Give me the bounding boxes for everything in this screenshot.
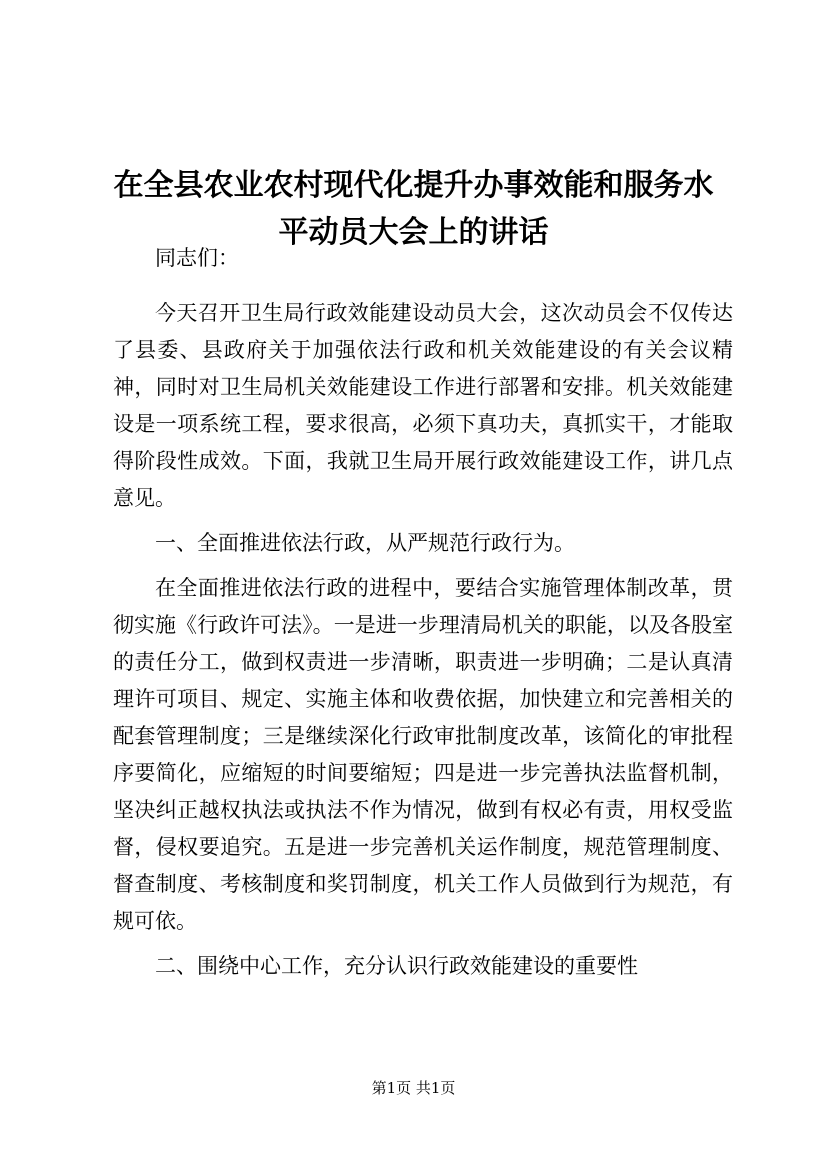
intro-paragraph: 今天召开卫生局行政效能建设动员大会，这次动员会不仅传达了县委、县政府关于加强依法行政和机关效能建设的有关会议精神，同时对卫生局机关效能建设工作进行部署和安排。机关效能建设是一项系统工程，要求很高，必须下真功夫，真抓实干，才能取得阶段性成效。下面，我就卫生局开展行政效能建设工作，讲几点意见。	[113, 301, 733, 510]
section-heading-1: 一、全面推进依法行政，从严规范行政行为。	[155, 531, 575, 555]
page-footer: 第1页 共1页	[371, 1079, 456, 1097]
section-heading-2: 二、围绕中心工作，充分认识行政效能建设的重要性	[155, 954, 638, 978]
section-1-paragraph: 在全面推进依法行政的进程中，要结合实施管理体制改革，贯彻实施《行政许可法》。一是进一步理清局机关的职能，以及各股室的责任分工，做到权责进一步清晰，职责进一步明确；二是认真清理许可项目、规定、实施主体和收费依据，加快建立和完善相关的配套管理制度；三是继续深化行政审批制度改革，该简化的审批程序要简化，应缩短的时间要缩短；四是进一步完善执法监督机制，坚决纠正越权执法或执法不作为情况，做到有权必有责，用权受监督，侵权要追究。五是进一步完善机关运作制度，规范管理制度、督查制度、考核制度和奖罚制度，机关工作人员做到行为规范，有规可依。	[113, 576, 733, 933]
salutation-paragraph: 同志们：	[155, 246, 239, 270]
document-title: 在全县农业农村现代化提升办事效能和服务水平动员大会上的讲话	[113, 168, 714, 251]
document-body	[113, 240, 733, 985]
